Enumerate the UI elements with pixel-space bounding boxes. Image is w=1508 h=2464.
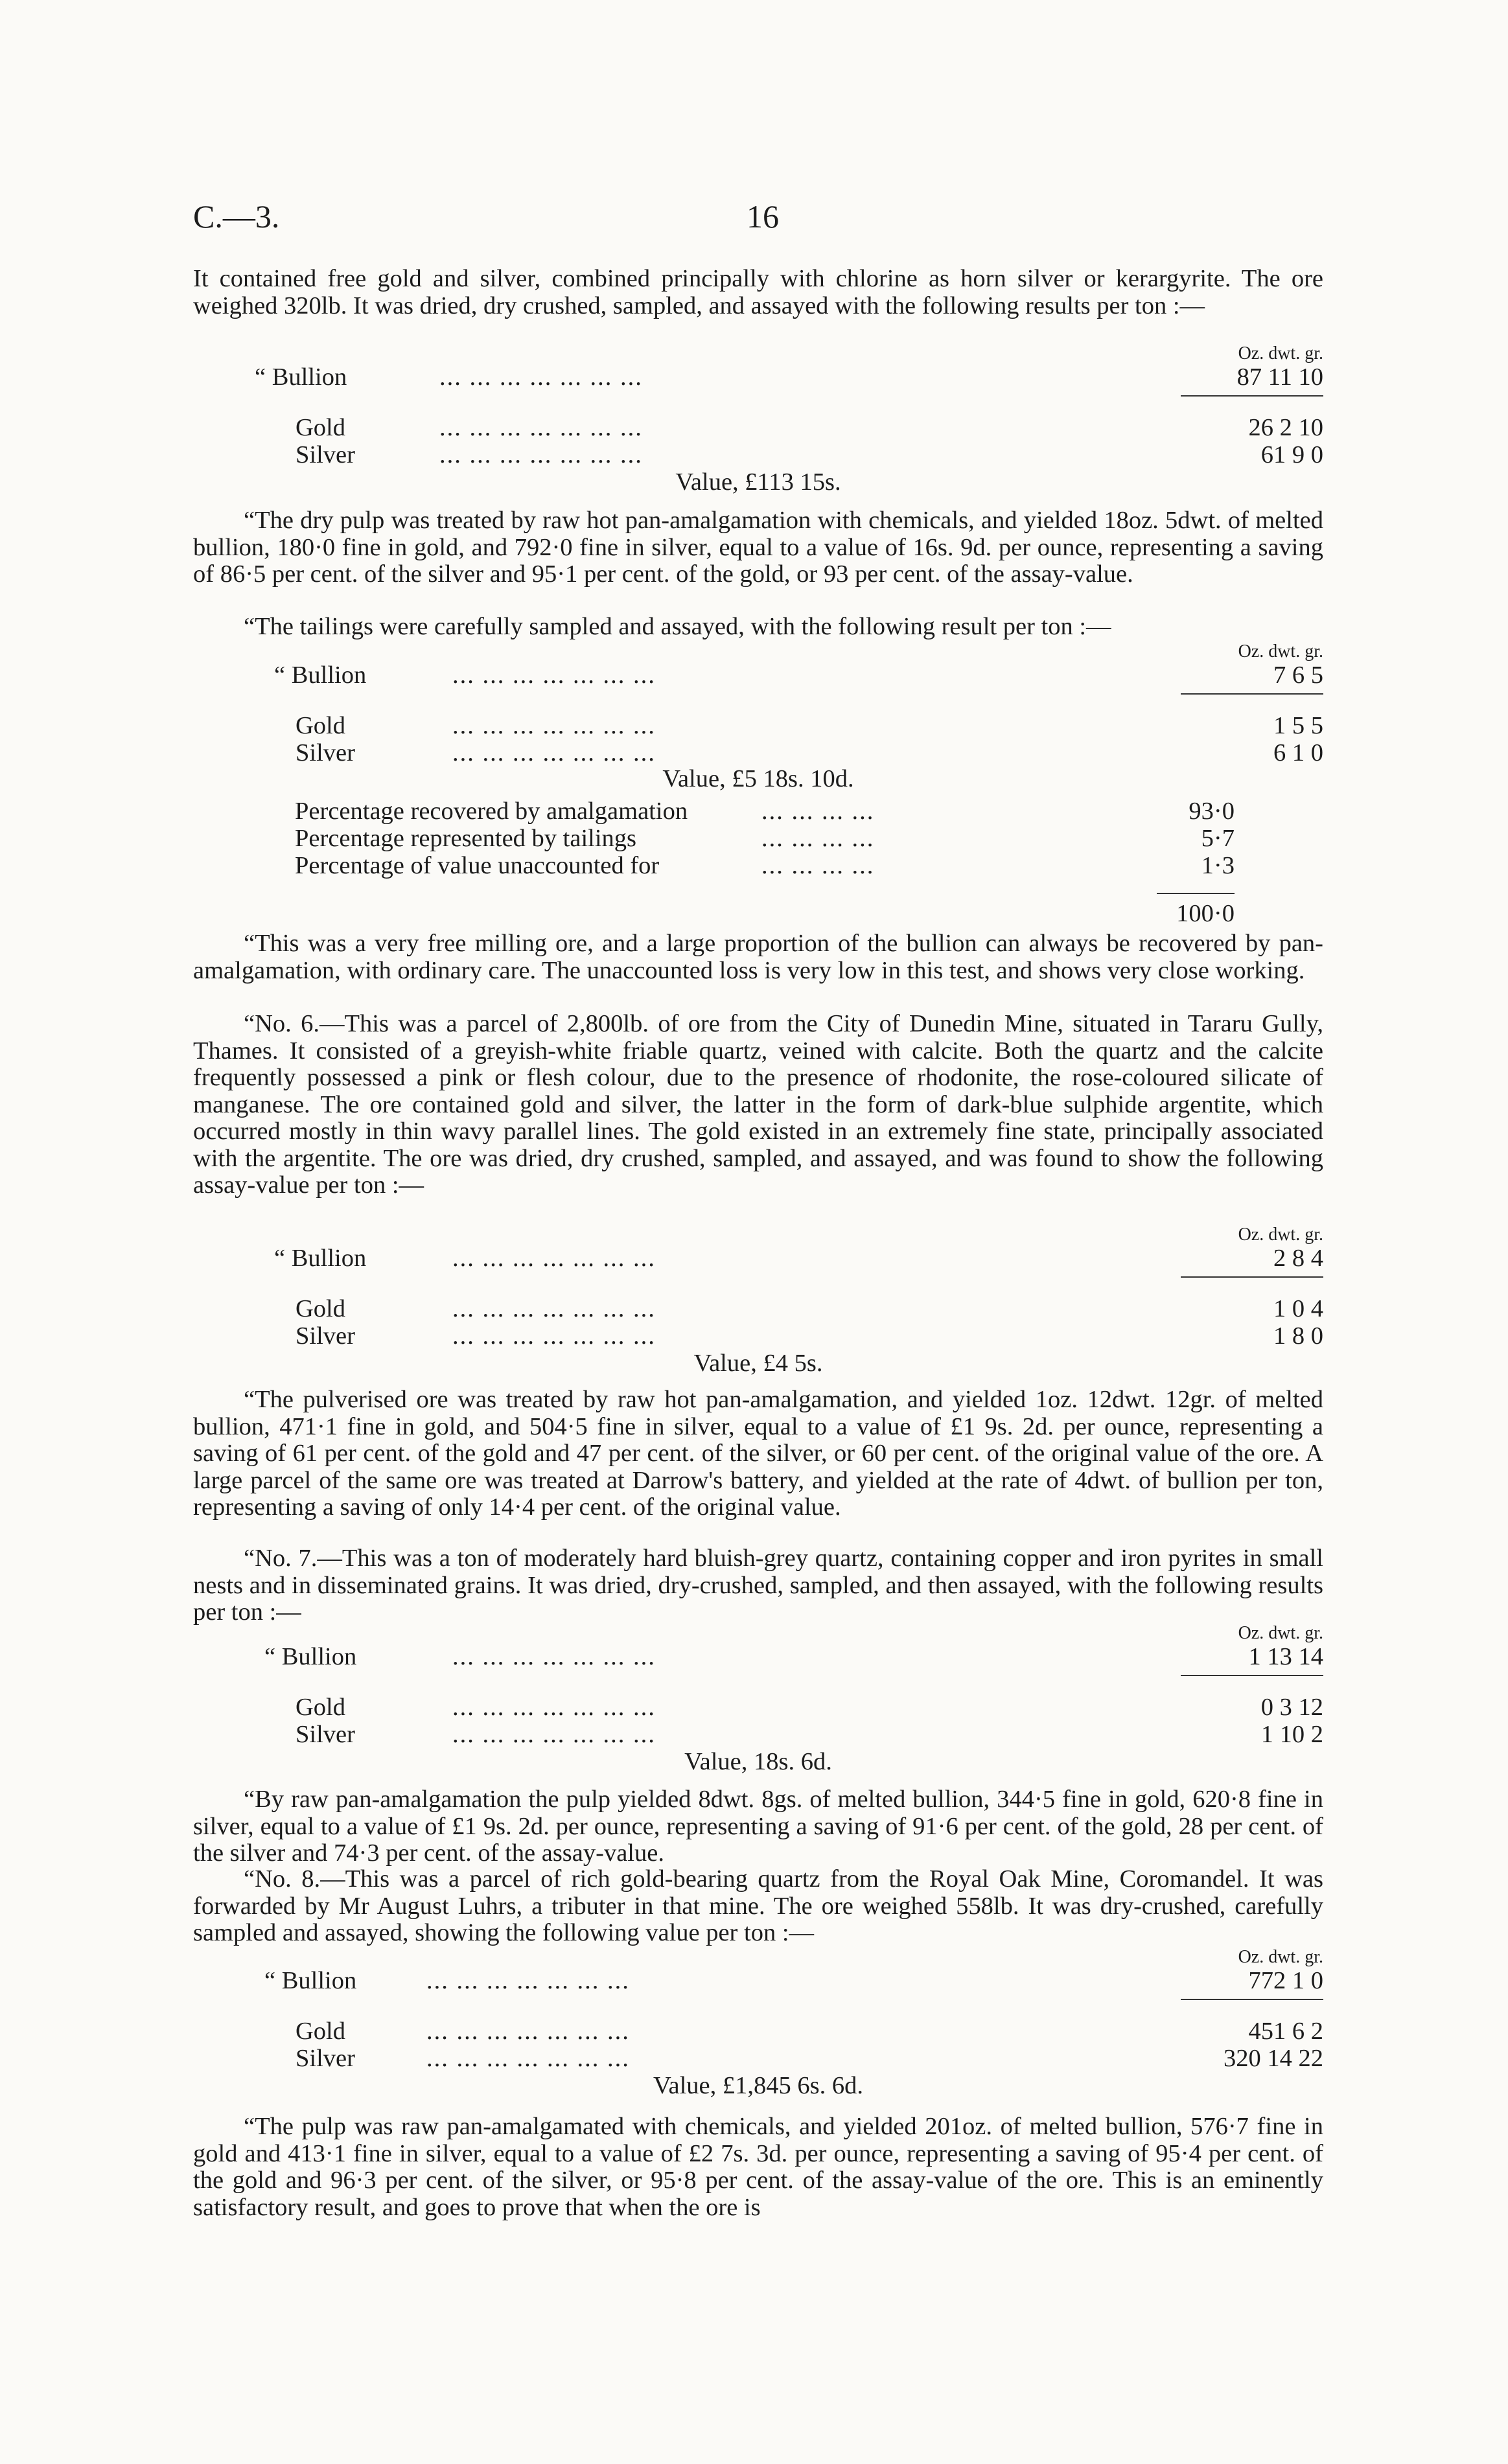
gold-label: Gold	[296, 712, 345, 739]
bullion-value: 87 11 10	[1236, 363, 1323, 391]
bullion-label: “ Bullion	[264, 1643, 357, 1670]
leader-dots: ... ... ... ... ... ... ...	[452, 1643, 656, 1670]
units-header: Oz. dwt. gr.	[1238, 1623, 1323, 1643]
paragraph-tailings: “The tailings were carefully sampled and assayed, with the following result per ton :—	[244, 613, 1111, 640]
silver-value: 1 8 0	[1273, 1322, 1323, 1350]
paragraph-pulverised-ore: “The pulverised ore was treated by raw hot pan-amalgamation, and yielded 1oz. 12dwt. 12gr. of melted bullion, 471·1 fine in gold, and 504·5 fine in silver, equal to a value of £1 9s. 2d. per ounce, representing a saving of 61 per cent. of the gold and 47 per cent. of the silver, or 60 per cent. of the original value of the ore. A large parcel of the same ore was treated at Darrow's battery, and yielded at the rate of 4dwt. of bullion per ton, representing a saving of only 14·4 per cent. of the original value.	[193, 1386, 1323, 1521]
leader-dots: ... ... ... ... ... ... ...	[452, 1721, 656, 1748]
assay-table-1	[193, 343, 1323, 496]
leader-dots: ... ... ... ... ... ... ...	[426, 2045, 630, 2072]
bullion-value: 1 13 14	[1248, 1643, 1323, 1670]
bullion-label: “ Bullion	[255, 363, 347, 391]
value-line: Value, £5 18s. 10d.	[662, 765, 854, 792]
bullion-label: “ Bullion	[274, 1245, 367, 1272]
leader-dots: ... ... ... ... ... ... ...	[452, 1694, 656, 1721]
units-header: Oz. dwt. gr.	[1238, 641, 1323, 662]
silver-label: Silver	[296, 1721, 355, 1748]
units-header: Oz. dwt. gr.	[1238, 343, 1323, 363]
paragraph-intro: It contained free gold and silver, combined principally with chlorine as horn silver or kerargyrite. The ore weighed 320lb. It was dried, dry crushed, sampled, and assayed with the following results per ton :—	[193, 265, 1323, 319]
assay-table-3	[193, 1225, 1323, 1377]
leader-dots: ... ... ... ... ... ... ...	[426, 2018, 630, 2045]
value-line: Value, £1,845 6s. 6d.	[653, 2072, 864, 2099]
gold-value: 0 3 12	[1260, 1694, 1323, 1721]
sum-rule	[1181, 1999, 1323, 2000]
percentage-value: 93·0	[1189, 798, 1235, 825]
assay-table-5	[193, 1947, 1323, 2099]
gold-value: 1 0 4	[1273, 1295, 1323, 1322]
paragraph-raw-pan: “By raw pan-amalgamation the pulp yielded 8dwt. 8gs. of melted bullion, 344·5 fine in gold, 620·8 fine in silver, equal to a value of £1 9s. 2d. per ounce, representing a saving of 91·6 per cent. of the gold, 28 per cent. of the silver and 74·3 per cent. of the assay-value.	[193, 1786, 1323, 1867]
bullion-value: 2 8 4	[1273, 1245, 1323, 1272]
leader-dots: ... ... ... ... ... ... ...	[452, 1295, 656, 1322]
leader-dots: ... ... ... ... ... ... ...	[452, 712, 656, 739]
sum-rule	[1181, 1675, 1323, 1676]
paragraph-no-8: “No. 8.—This was a parcel of rich gold-bearing quartz from the Royal Oak Mine, Coromandel. It was forwarded by Mr August Luhrs, a tributer in that mine. The ore weighed 558lb. It was dry-crushed, carefully sampled and assayed, showing the following value per ton :—	[193, 1865, 1323, 1946]
paragraph-dry-pulp: “The dry pulp was treated by raw hot pan-amalgamation with chemicals, and yielded 18oz. 5dwt. of melted bullion, 180·0 fine in gold, and 792·0 fine in silver, equal to a value of 16s. 9d. per ounce, representing a saving of 86·5 per cent. of the silver and 95·1 per cent. of the gold, or 93 per cent. of the assay-value.	[193, 507, 1323, 588]
silver-value: 61 9 0	[1260, 441, 1323, 468]
leader-dots: ... ... ... ... ... ... ...	[452, 739, 656, 766]
gold-label: Gold	[296, 1295, 345, 1322]
paragraph-no-6: “No. 6.—This was a parcel of 2,800lb. of ore from the City of Dunedin Mine, situated in Tararu Gully, Thames. It consisted of a greyish-white friable quartz, veined with calcite. Both the quartz and the calcite frequently possessed a pink or flesh colour, due to the presence of rhodonite, the rose-coloured silicate of manganese. The ore contained gold and silver, the latter in the form of dark-blue sulphide argentite, which occurred mostly in thin wavy parallel lines. The gold existed in an extremely fine state, principally associated with the argentite. The ore was dried, dry crushed, sampled, and assayed, and was found to show the following assay-value per ton :—	[193, 1010, 1323, 1199]
silver-label: Silver	[296, 2045, 355, 2072]
page-number: 16	[747, 198, 779, 235]
sum-rule	[1181, 693, 1323, 695]
sum-rule	[1157, 893, 1235, 894]
silver-label: Silver	[296, 1322, 355, 1350]
paragraph-no-7: “No. 7.—This was a ton of moderately hard bluish-grey quartz, containing copper and iron pyrites in small nests and in disseminated grains. It was dried, dry-crushed, sampled, and then assayed, with the following results per ton :—	[193, 1545, 1323, 1626]
sum-rule	[1181, 1276, 1323, 1278]
leader-dots: ... ... ... ... ... ... ...	[439, 441, 643, 468]
gold-label: Gold	[296, 414, 345, 441]
silver-label: Silver	[296, 739, 355, 766]
silver-value: 6 1 0	[1273, 739, 1323, 766]
leader-dots: ... ... ... ... ... ... ...	[452, 1322, 656, 1350]
bullion-label: “ Bullion	[274, 662, 367, 689]
leader-dots: ... ... ... ...	[761, 798, 875, 825]
value-line: Value, £4 5s.	[693, 1350, 823, 1377]
leader-dots: ... ... ... ... ... ... ...	[452, 662, 656, 689]
leader-dots: ... ... ... ...	[761, 825, 875, 852]
gold-value: 26 2 10	[1248, 414, 1323, 441]
assay-table-4	[193, 1623, 1323, 1775]
percentage-label: Percentage recovered by amalgamation	[295, 798, 688, 825]
units-header: Oz. dwt. gr.	[1238, 1225, 1323, 1245]
leader-dots: ... ... ... ... ... ... ...	[452, 1245, 656, 1272]
gold-label: Gold	[296, 2018, 345, 2045]
units-header: Oz. dwt. gr.	[1238, 1947, 1323, 1967]
silver-label: Silver	[296, 441, 355, 468]
bullion-label: “ Bullion	[264, 1967, 357, 1994]
leader-dots: ... ... ... ... ... ... ...	[426, 1967, 630, 1994]
assay-table-2	[193, 641, 1323, 792]
bullion-value: 7 6 5	[1273, 662, 1323, 689]
gold-value: 1 5 5	[1273, 712, 1323, 739]
percentage-value: 5·7	[1201, 825, 1235, 852]
bullion-value: 772 1 0	[1248, 1967, 1323, 1994]
silver-value: 1 10 2	[1260, 1721, 1323, 1748]
value-line: Value, £113 15s.	[675, 468, 841, 496]
percentage-value: 1·3	[1201, 852, 1235, 879]
paragraph-pulp-result: “The pulp was raw pan-amalgamated with chemicals, and yielded 201oz. of melted bullion, 576·7 fine in gold and 413·1 fine in silver, equal to a value of £2 7s. 3d. per ounce, representing a saving of 95·4 per cent. of the gold and 96·3 per cent. of the silver, or 95·8 per cent. of the assay-value of the ore. This is an eminently satisfactory result, and goes to prove that when the ore is	[193, 2113, 1323, 2221]
gold-label: Gold	[296, 1694, 345, 1721]
value-line: Value, 18s. 6d.	[684, 1748, 832, 1775]
percentage-total: 100·0	[1176, 900, 1235, 927]
leader-dots: ... ... ... ... ... ... ...	[439, 414, 643, 441]
leader-dots: ... ... ... ...	[761, 852, 875, 879]
sum-rule	[1181, 395, 1323, 397]
gold-value: 451 6 2	[1248, 2018, 1323, 2045]
percentage-label: Percentage of value unaccounted for	[295, 852, 660, 879]
paragraph-free-milling: “This was a very free milling ore, and a large proportion of the bullion can always be recovered by pan-amalgamation, with ordinary care. The unaccounted loss is very low in this test, and shows very close working.	[193, 930, 1323, 984]
leader-dots: ... ... ... ... ... ... ...	[439, 363, 643, 391]
silver-value: 320 14 22	[1224, 2045, 1323, 2072]
percentage-label: Percentage represented by tailings	[295, 825, 637, 852]
document-reference: C.—3.	[193, 198, 280, 235]
